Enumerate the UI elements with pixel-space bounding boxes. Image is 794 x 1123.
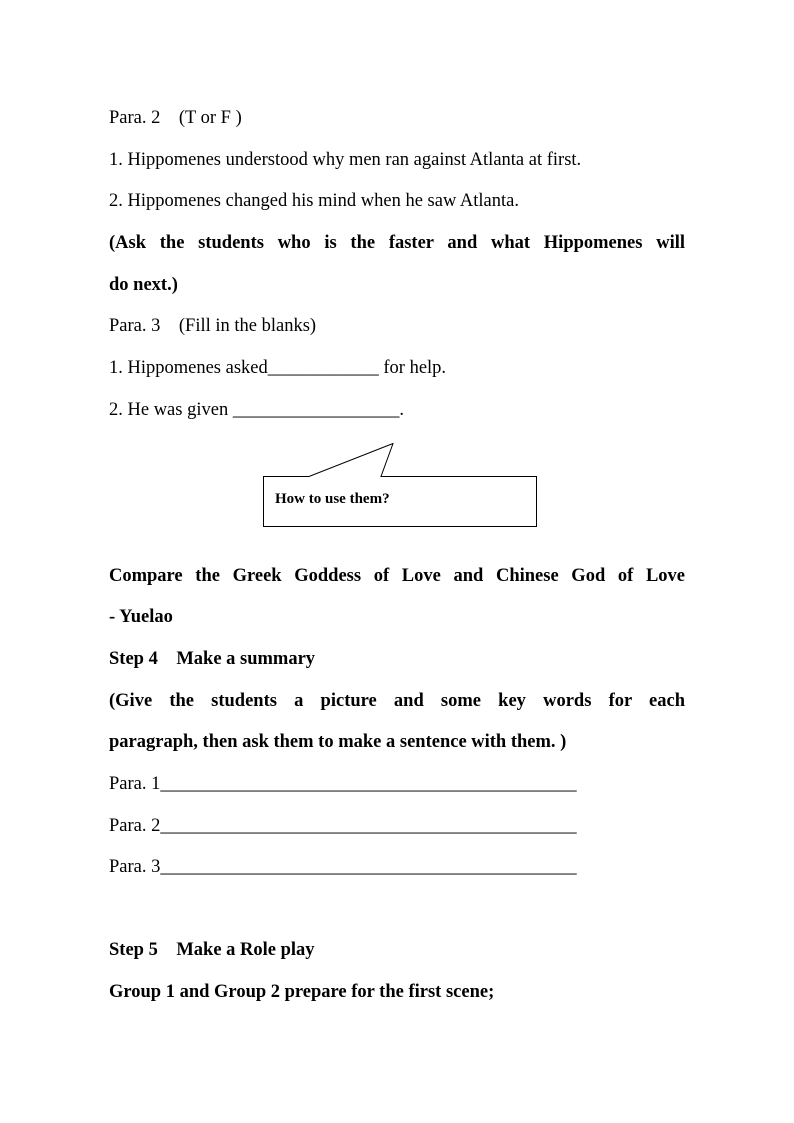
para2-heading: Para. 2 (T or F ) bbox=[109, 108, 242, 128]
summary-para-3: Para. 3_____________________________________________ bbox=[109, 857, 577, 877]
compare-line-2: - Yuelao bbox=[109, 607, 173, 627]
step4-heading: Step 4 Make a summary bbox=[109, 649, 316, 669]
para2-statement-2: 2. Hippomenes changed his mind when he saw Atlanta. bbox=[109, 191, 519, 211]
callout-text: How to use them? bbox=[275, 491, 390, 507]
summary-para-2: Para. 2_____________________________________________ bbox=[109, 816, 577, 836]
summary-para-1: Para. 1_____________________________________________ bbox=[109, 774, 577, 794]
para3-blank-1: 1. Hippomenes asked____________ for help. bbox=[109, 358, 447, 378]
para3-heading: Para. 3 (Fill in the blanks) bbox=[109, 316, 317, 336]
step4-note-line-1: (Give the students a picture and some key words for each bbox=[109, 691, 685, 711]
step4-note-line-2: paragraph, then ask them to make a sentence with them. ) bbox=[109, 732, 567, 752]
para2-statement-1: 1. Hippomenes understood why men ran against Atlanta at first. bbox=[109, 150, 582, 170]
teacher-note-line-2: do next.) bbox=[109, 275, 178, 295]
step5-heading: Step 5 Make a Role play bbox=[109, 940, 315, 960]
speech-callout bbox=[263, 443, 538, 528]
step5-group-line: Group 1 and Group 2 prepare for the first scene; bbox=[109, 982, 495, 1002]
compare-line-1: Compare the Greek Goddess of Love and Chinese God of Love bbox=[109, 566, 685, 586]
para3-blank-2: 2. He was given __________________. bbox=[109, 400, 404, 420]
callout-bubble-shape bbox=[263, 443, 538, 528]
teacher-note-line-1: (Ask the students who is the faster and what Hippomenes will bbox=[109, 233, 685, 253]
